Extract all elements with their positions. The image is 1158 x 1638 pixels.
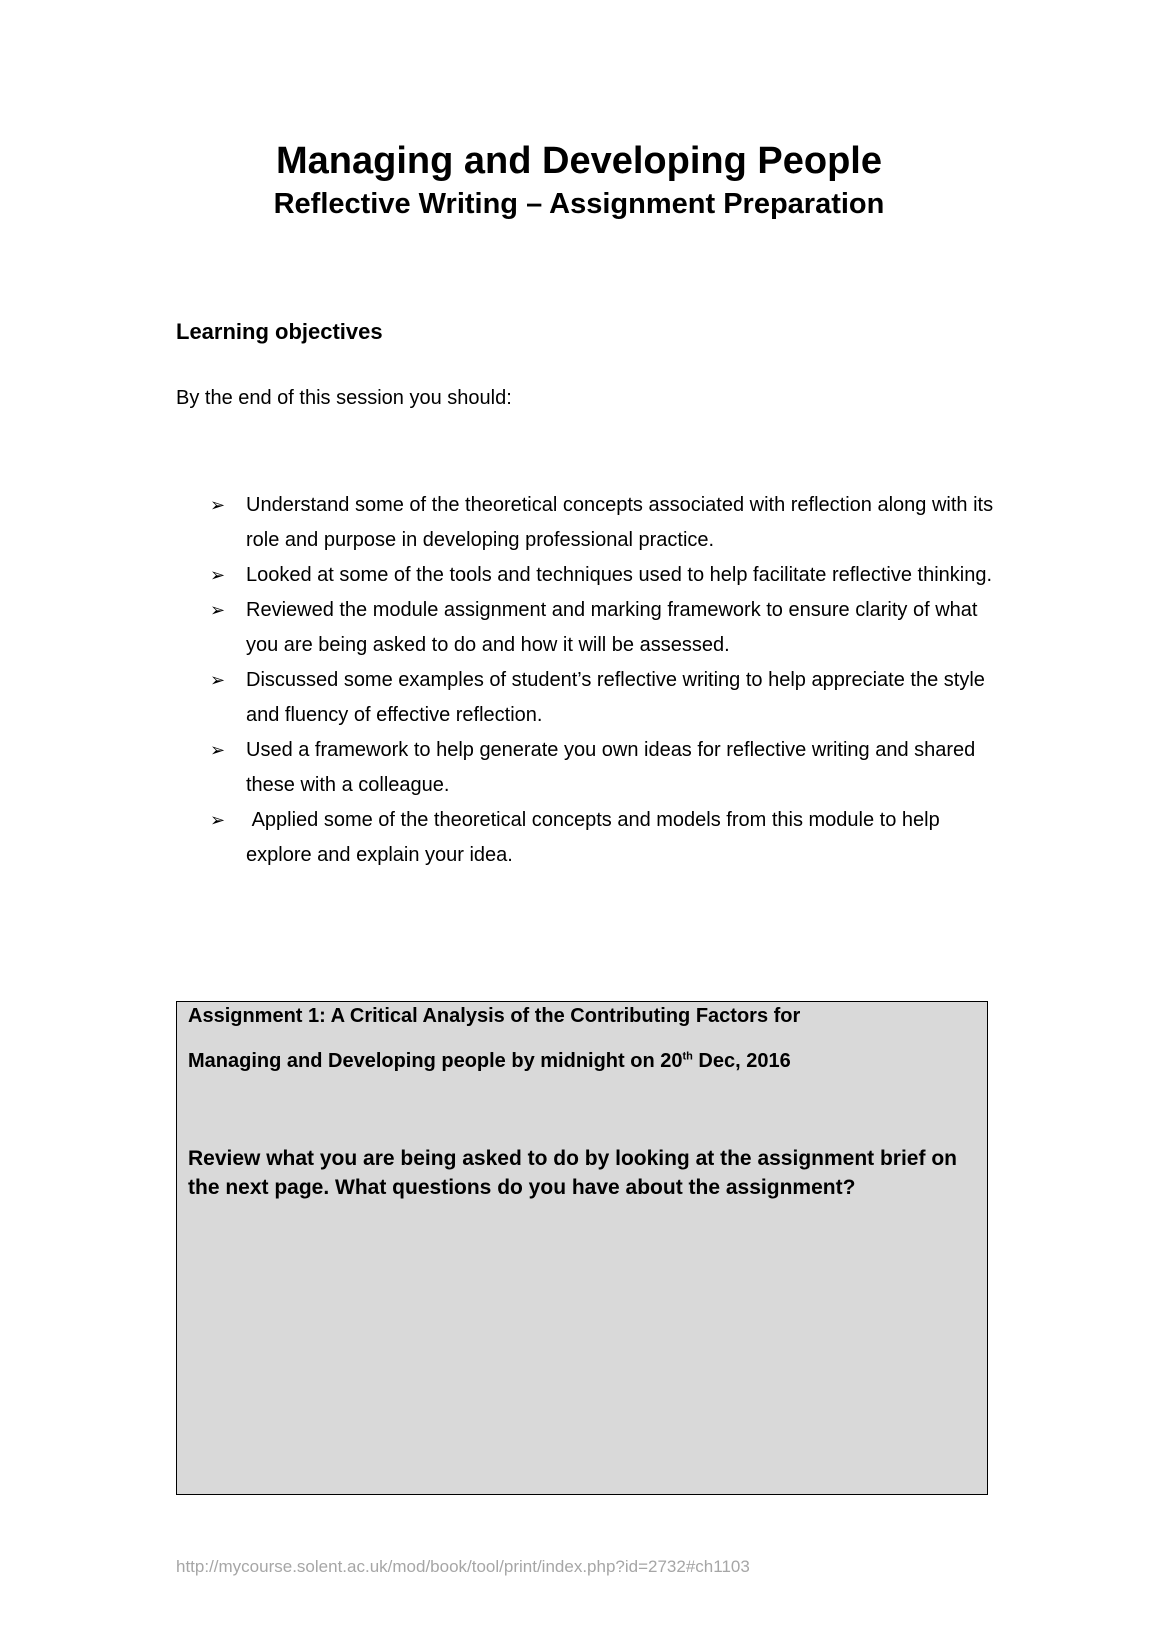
list-item-text: Understand some of the theoretical concepts associated with reflection along with its role and purpose in developing professional practice.: [246, 494, 994, 551]
ordinal-suffix: th: [682, 1050, 693, 1063]
learning-objectives-heading: Learning objectives: [176, 319, 383, 344]
list-item: [176, 558, 996, 593]
page-subtitle: Reflective Writing – Assignment Preparation: [273, 188, 885, 220]
arrowhead-bullet-icon: ➢: [210, 565, 226, 585]
arrowhead-bullet-icon: ➢: [210, 740, 226, 760]
list-item: [176, 803, 996, 873]
list-item: [176, 488, 996, 558]
list-item-text: Looked at some of the tools and techniques used to help facilitate reflective thinking.: [246, 564, 993, 586]
arrowhead-bullet-icon: ➢: [210, 600, 226, 620]
page-title: Managing and Developing People: [276, 140, 882, 182]
assignment-deadline-text: Managing and Developing people by midnight on 20: [188, 1050, 683, 1072]
list-item: [176, 593, 996, 663]
learning-objectives-list: [176, 488, 996, 873]
arrowhead-bullet-icon: ➢: [210, 810, 226, 830]
assignment-box: [176, 1001, 988, 1495]
assignment-title-line-1: Assignment 1: A Critical Analysis of the Contributing Factors for: [188, 1005, 801, 1027]
learning-objectives-intro: By the end of this session you should:: [176, 387, 512, 409]
arrowhead-bullet-icon: ➢: [210, 495, 226, 515]
assignment-title-line-2: [188, 1047, 791, 1075]
assignment-deadline-date: Dec, 2016: [692, 1050, 791, 1072]
list-item: [176, 733, 996, 803]
list-item-text: Discussed some examples of student’s reflective writing to help appreciate the style and fluency of effective reflection.: [246, 669, 985, 726]
list-item-text: Applied some of the theoretical concepts and models from this module to help explore and explain your idea.: [246, 809, 946, 866]
list-item-text: Reviewed the module assignment and marking framework to ensure clarity of what you are being asked to do and how it will be assessed.: [246, 599, 978, 656]
list-item: [176, 663, 996, 733]
list-item-text: Used a framework to help generate you own ideas for reflective writing and shared these with a colleague.: [246, 739, 976, 796]
footer-url: http://mycourse.solent.ac.uk/mod/book/tool/print/index.php?id=2732#ch1103: [176, 1557, 750, 1576]
arrowhead-bullet-icon: ➢: [210, 670, 226, 690]
assignment-question: Review what you are being asked to do by looking at the assignment brief on the next page. What questions do you have about the assignment?: [188, 1147, 957, 1199]
